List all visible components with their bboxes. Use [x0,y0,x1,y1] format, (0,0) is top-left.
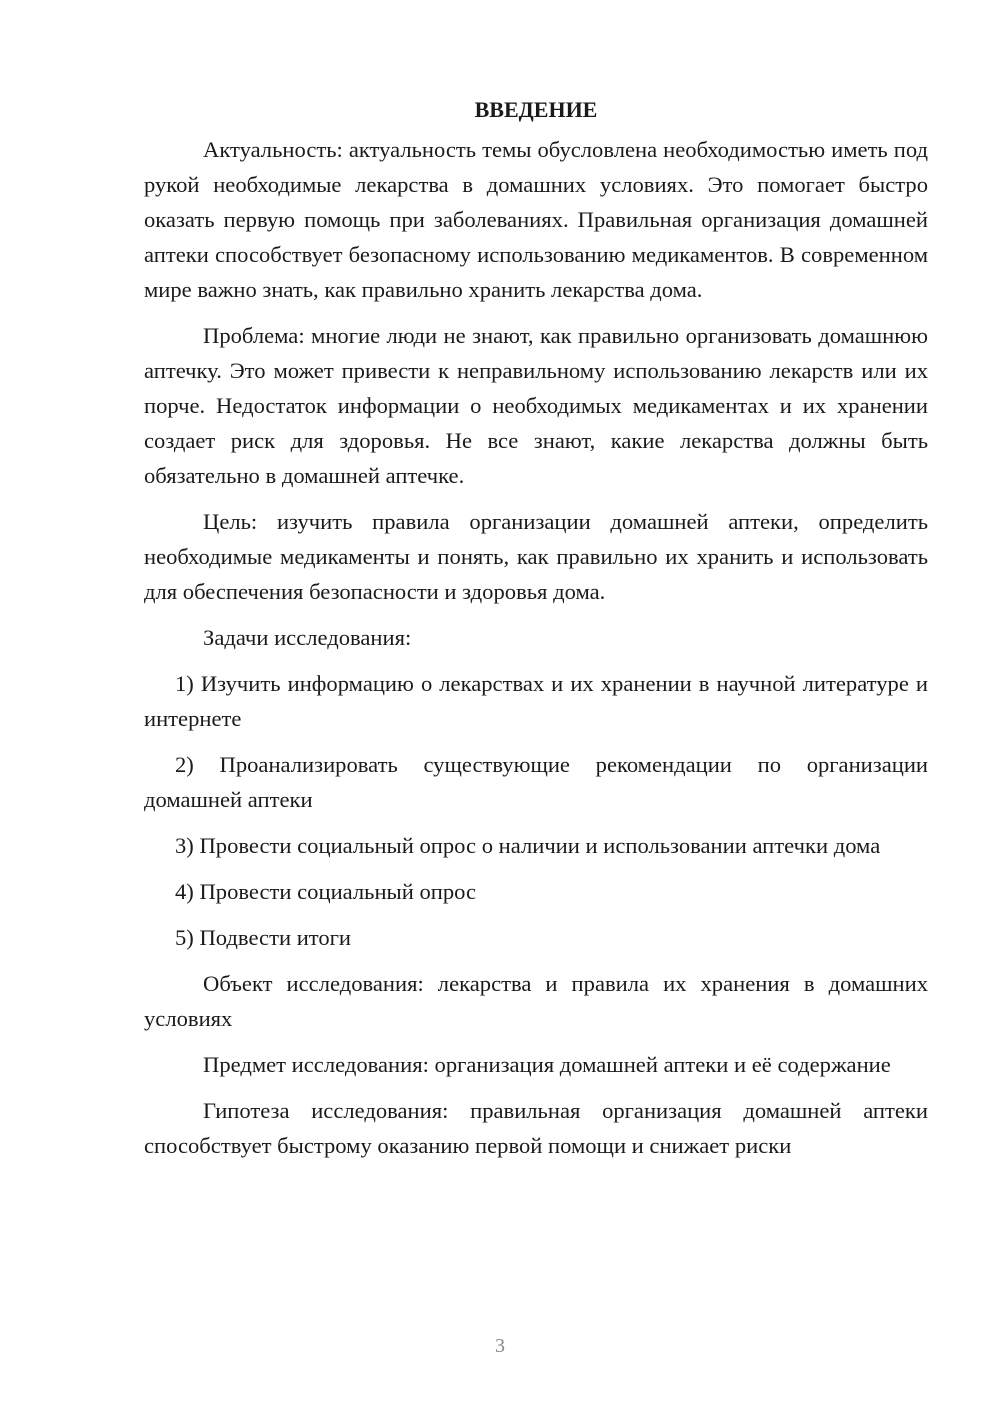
task-item: 3) Провести социальный опрос о наличии и использовании аптечки дома [175,833,881,858]
relevance-paragraph: Актуальность: актуальность темы обусловлена необходимостью иметь под рукой необходимые лекарства в домашних условиях. Это помогает быстро оказать первую помощь при заболеваниях. Правильная организация домашней аптеки способствует безопасному использованию медикаментов. В современном мире важно знать, как правильно хранить лекарства дома. [144,137,928,302]
task-item: 5) Подвести итоги [175,925,352,950]
object-paragraph: Объект исследования: лекарства и правила их хранения в домашних условиях [144,971,928,1031]
tasks-heading: Задачи исследования: [203,625,412,650]
hypothesis-paragraph: Гипотеза исследования: правильная организация домашней аптеки способствует быстрому оказанию первой помощи и снижает риски [144,1098,928,1158]
page-number: 3 [495,1335,505,1357]
goal-paragraph: Цель: изучить правила организации домашней аптеки, определить необходимые медикаменты и понять, как правильно их хранить и использовать для обеспечения безопасности и здоровья дома. [144,509,928,604]
section-title: ВВЕДЕНИЕ [474,97,598,122]
task-item: 1) Изучить информацию о лекарствах и их хранении в научной литературе и интернете [144,671,928,731]
task-item: 2) Проанализировать существующие рекомендации по организации домашней аптеки [144,752,928,812]
document-page [144,90,928,1174]
problem-paragraph: Проблема: многие люди не знают, как правильно организовать домашнюю аптечку. Это может привести к неправильному использованию лекарств или их порче. Недостаток информации о необходимых медикаментах и их хранении создает риск для здоровья. Не все знают, какие лекарства должны быть обязательно в домашней аптечке. [144,323,928,488]
subject-paragraph: Предмет исследования: организация домашней аптеки и её содержание [203,1052,891,1077]
task-item: 4) Провести социальный опрос [175,879,477,904]
